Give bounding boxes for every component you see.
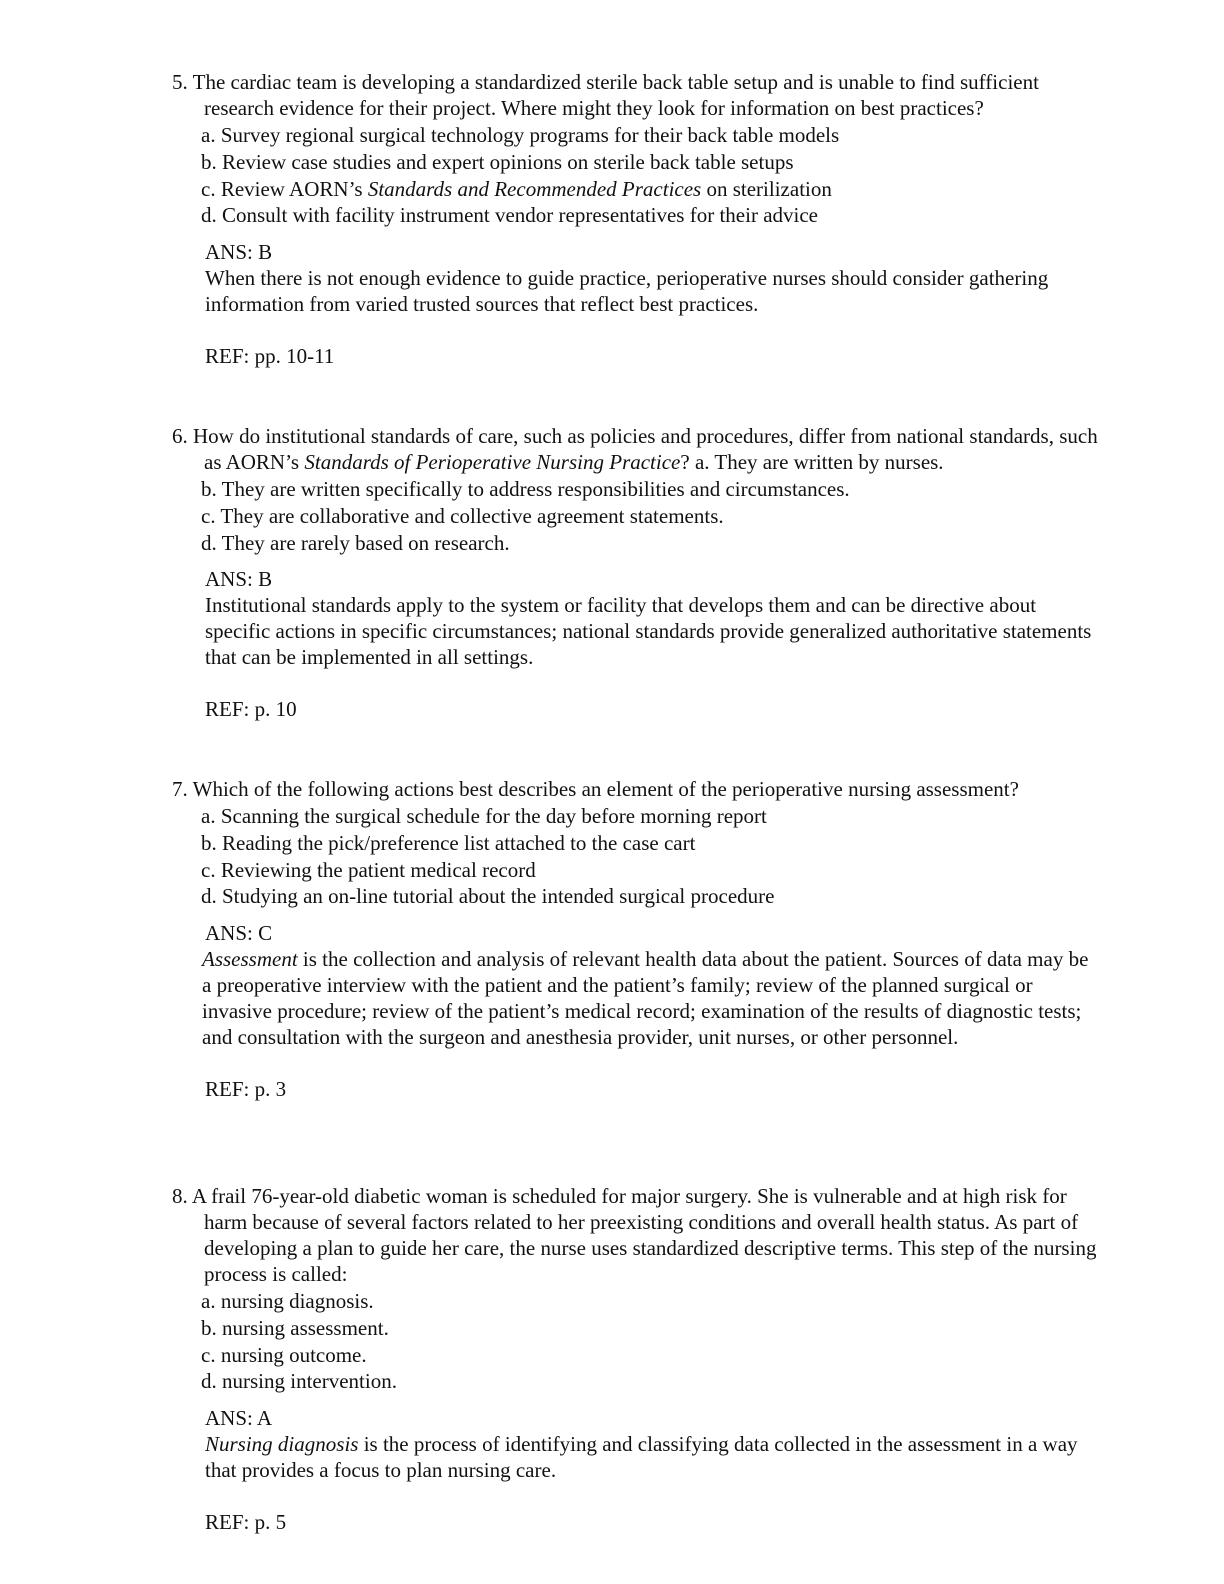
- question-number: 8.: [172, 1184, 188, 1208]
- option-text: c. Reviewing the patient medical record: [201, 857, 536, 882]
- answer-key: ANS: B: [205, 567, 273, 592]
- page-reference: REF: pp. 10-11: [205, 344, 335, 369]
- option-b: [201, 476, 1102, 503]
- rationale-emphasis: Nursing diagnosis: [205, 1432, 359, 1457]
- option-text: d. Consult with facility instrument vendor representatives for their advice: [201, 203, 818, 228]
- stem-text: A frail 76-year-old diabetic woman is scheduled for major surgery. She is vulnerable and at high risk for harm because of several factors related to her preexisting conditions and overall health status. As part of developing a plan to guide her care, the nurse uses standardized descriptive terms. This step of the nursing process is called:: [191, 1184, 1097, 1286]
- option-b: [201, 830, 1102, 857]
- answer-block: [205, 1405, 1102, 1535]
- question-6: [172, 423, 1102, 722]
- option-a: [201, 1288, 1102, 1315]
- option-d: [201, 530, 1102, 557]
- rationale-text: is the process of identifying and classifying data collected in the assessment in a way that provides a focus to plan nursing care.: [205, 1432, 1078, 1483]
- option-text: a. Scanning the surgical schedule for the day before morning report: [201, 804, 767, 828]
- rationale: [205, 1431, 1102, 1483]
- question-7: [172, 776, 1102, 1102]
- option-b: [201, 1315, 1102, 1342]
- option-text-end: on sterilization: [701, 176, 832, 201]
- rationale-text: Institutional standards apply to the system or facility that develops them and can be directive about specific actions in specific circumstances; national standards provide generalized authoritative statements that can be implemented in all settings.: [205, 593, 1092, 670]
- page-reference: REF: p. 5: [205, 1510, 287, 1535]
- option-text: b. nursing assessment.: [201, 1315, 389, 1340]
- page-reference: REF: p. 10: [205, 697, 297, 722]
- question-stem: [172, 1183, 1102, 1287]
- question-number: 7.: [172, 777, 188, 801]
- option-a: [201, 803, 1102, 830]
- answer-block: [205, 239, 1102, 369]
- rationale-text: When there is not enough evidence to guide practice, perioperative nurses should consider gathering information from varied trusted sources that reflect best practices.: [205, 266, 1049, 317]
- question-stem: [172, 69, 1102, 121]
- stem-text: The cardiac team is developing a standardized sterile back table setup and is unable to find sufficient research evidence for their project. Where might they look for information on best practices?: [192, 70, 1039, 120]
- answer-block: [202, 920, 1102, 1102]
- option-c: [201, 857, 1102, 884]
- option-emphasis: Standards and Recommended Practices: [367, 176, 702, 201]
- answer-options: [201, 1288, 1102, 1395]
- option-c: [201, 503, 1102, 530]
- answer-options: [201, 803, 1102, 910]
- question-5: [172, 69, 1102, 369]
- question-number: 6.: [172, 424, 188, 448]
- option-d: [201, 1368, 1102, 1395]
- question-stem: [172, 423, 1102, 475]
- rationale-text: is the collection and analysis of relevant health data about the patient. Sources of data may be a preoperative interview with the patient and the patient’s family; review of the planned surgical or invasive procedure; review of the patient’s medical record; examination of the results of diagnostic tests; and consultation with the surgeon and anesthesia provider, unit nurses, or other personnel.: [202, 947, 1089, 1050]
- option-text: d. nursing intervention.: [201, 1369, 397, 1394]
- answer-key: ANS: A: [205, 1406, 273, 1431]
- option-text: d. Studying an on-line tutorial about the intended surgical procedure: [201, 884, 775, 909]
- option-text: c. nursing outcome.: [201, 1342, 367, 1367]
- option-text: c. They are collaborative and collective agreement statements.: [201, 503, 724, 528]
- option-text: b. They are written specifically to address responsibilities and circumstances.: [201, 477, 850, 501]
- answer-block: [205, 566, 1102, 722]
- option-text: c. Review AORN’s: [201, 176, 368, 201]
- option-text: d. They are rarely based on research.: [201, 530, 510, 555]
- answer-options: [201, 476, 1102, 556]
- rationale-emphasis: Assessment: [202, 947, 298, 972]
- option-c: [201, 1342, 1102, 1369]
- rationale: [205, 265, 1102, 317]
- option-b: [201, 149, 1102, 176]
- answer-options: [201, 122, 1102, 229]
- answer-key: ANS: B: [205, 240, 273, 265]
- question-stem: [172, 776, 1102, 802]
- answer-key: ANS: C: [205, 921, 273, 946]
- option-text: a. Survey regional surgical technology programs for their back table models: [201, 123, 840, 147]
- option-text: a. nursing diagnosis.: [201, 1289, 374, 1313]
- rationale: [205, 592, 1102, 670]
- stem-text: How do institutional standards of care, such as policies and procedures, differ from national standards, such as AORN’s: [193, 424, 1098, 474]
- question-number: 5.: [172, 70, 188, 94]
- option-d: [201, 202, 1102, 229]
- stem-emphasis: Standards of Perioperative Nursing Practice: [304, 450, 681, 474]
- rationale: [202, 946, 1102, 1050]
- option-text: b. Review case studies and expert opinions on sterile back table setups: [201, 149, 794, 174]
- option-d: [201, 883, 1102, 910]
- option-a: [201, 122, 1102, 149]
- option-c: [201, 176, 1102, 203]
- option-text: b. Reading the pick/preference list attached to the case cart: [201, 830, 696, 855]
- page-reference: REF: p. 3: [205, 1077, 287, 1102]
- question-8: [172, 1183, 1102, 1535]
- stem-text: Which of the following actions best describes an element of the perioperative nursing assessment?: [192, 777, 1019, 801]
- stem-text-end: ? a. They are written by nurses.: [680, 450, 944, 474]
